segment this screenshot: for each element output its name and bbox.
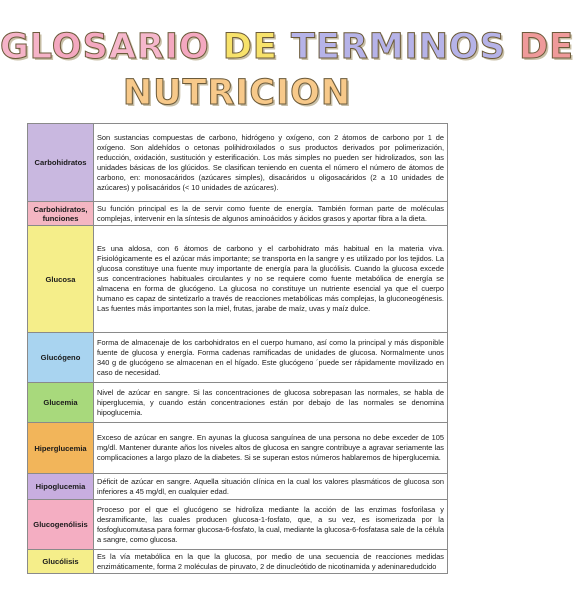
title-letter: E (549, 27, 574, 67)
glossary-row (28, 124, 448, 202)
title-letter: M (368, 27, 405, 67)
glossary-definition: Proceso por el que el glucógeno se hidroliza mediante la acción de las enzimas fosforilasa y desramificante, las cuales producen glucosa-1-fosfato, que, a su vez, es isomerizada por la fosfoglucomutasa para formar glucosa-6-fosfato, la cual, mediante la glucosa-6-fosfatasa sale de la célula a sangre, como glucosa. (94, 500, 448, 550)
title-letter: L (29, 27, 52, 67)
glossary-definition: Es una aldosa, con 6 átomos de carbono y el carbohidrato más habitual en la materia viva. Fisiológicamente es el azúcar más importante; se transporta en la sangre y es utilizado por los tejidos. La glucosa constituye una fuente muy importante de energía para la glucólisis. Cuando la glucosa excede sus concentraciones habituales circulantes y no se requiere como fuente metabólica de energía se almacena en forma de glucógeno. La glucosa no constituye un nutriente esencial ya que el cuerpo humano es capaz de sintetizarlo a través de reacciones metabólicas más complejas, la gluconeogénesis. Las fuentes más importantes son la miel, frutas, jarabe de maíz, uvas y maíz dulce. (94, 226, 448, 333)
title-line-1 (0, 27, 574, 67)
title-letter: R (340, 27, 369, 67)
title-letter: I (164, 27, 179, 67)
glossary-definition: Déficit de azúcar en sangre. Aquella situación clínica en la cual los valores plasmáticos de glucosa son inferiores a 45 mg/dl, en cualquier edad. (94, 474, 448, 500)
glossary-row (28, 333, 448, 383)
title-letter: I (235, 73, 250, 113)
glossary-row (28, 500, 448, 550)
glossary-table (27, 123, 448, 574)
title-line-2 (0, 73, 474, 113)
title-letter: T (182, 73, 208, 113)
title-letter: S (82, 27, 109, 67)
title-letter: A (108, 27, 137, 67)
glossary-term: Hiperglucemia (28, 423, 94, 474)
glossary-definition: Forma de almacenaje de los carbohidratos en el cuerpo humano, así como la principal y más disponible fuente de glucosa y energía. Forma cadenas ramificadas de unidades de glucosa. Normalmente unos 340 g de glucógeno se almacenan en el hígado. Este glucógeno ´puede ser rápidamente movilizado en caso de necesidad. (94, 333, 448, 383)
glossary-definition: Su función principal es la de servir como fuente de energía. También forman parte de moléculas complejas, intervenir en la síntesis de algunos aminoácidos y ácidos grasos y aportar fibra a la dieta. (94, 202, 448, 226)
glossary-row (28, 423, 448, 474)
title-letter: N (122, 73, 154, 113)
title-letter: N (320, 73, 352, 113)
title-letter: R (207, 73, 236, 113)
title-letter (210, 27, 223, 67)
glossary-definition: Nivel de azúcar en sangre. Si las concentraciones de glucosa sobrepasan las normales, se habla de hiperglucemia, y cuando están concentraciones están por debajo de las normales se denomina hipoglucemia. (94, 383, 448, 423)
title-letter: G (0, 27, 30, 67)
glossary-definition: Es la vía metabólica en la que la glucosa, por medio de una secuencia de reacciones medidas enzimáticamente, forma 2 moléculas de piruvato, 2 de dinucleótido de nicotinamida y adeninaredudcido (94, 550, 448, 574)
glossary-row (28, 383, 448, 423)
title-letter: O (178, 27, 210, 67)
title-letter: U (153, 73, 183, 113)
title-letter: S (479, 27, 506, 67)
title-letter: E (315, 27, 341, 67)
glossary-row (28, 226, 448, 333)
glossary-term: Glucólisis (28, 550, 94, 574)
title-letter: O (51, 27, 83, 67)
glossary-row (28, 474, 448, 500)
glossary-definition: Son sustancias compuestas de carbono, hidrógeno y oxígeno, con 2 átomos de carbono por 1 de oxígeno. Son aldehídos o cetonas polihidroxilados o sus productos derivados por polimerización, reducción, oxidación, sustitución y esterificación. Los más simples no pueden ser hidrolizados, son las unidades básicas de los glúcidos. Se clasifican teniendo en cuenta el número el número de átomos de carbono, en: monosacáridos (azúcares simples), disacáridos u oligosacáridos (2 a 10 unidades de azúcares) y polisacáridos (< 10 unidades de azúcares). (94, 124, 448, 202)
title-letter (506, 27, 519, 67)
title-letter: D (222, 27, 253, 67)
glossary-term: Glucogenólisis (28, 500, 94, 550)
title-letter: C (249, 73, 277, 113)
glossary-row (28, 550, 448, 574)
title-letter: D (519, 27, 550, 67)
glossary-term: Carbohidratos, funciones (28, 202, 94, 226)
title-letter: R (136, 27, 165, 67)
glossary-term: Glucemia (28, 383, 94, 423)
title-letter: E (252, 27, 278, 67)
glossary-term: Hipoglucemia (28, 474, 94, 500)
title-letter: T (290, 27, 316, 67)
title-letter: O (290, 73, 321, 113)
title-letter: I (404, 27, 419, 67)
title-letter: N (418, 27, 449, 67)
title-letter (278, 27, 291, 67)
glossary-term: Glucógeno (28, 333, 94, 383)
title-letter: I (276, 73, 291, 113)
title-letter: O (448, 27, 480, 67)
glossary-row (28, 202, 448, 226)
glossary-term: Glucosa (28, 226, 94, 333)
glossary-term: Carbohidratos (28, 124, 94, 202)
glossary-definition: Exceso de azúcar en sangre. En ayunas la glucosa sanguínea de una persona no debe exceder de 105 mg/dl. Mantener durante años los niveles altos de glucosa en sangre contribuye a agravar seriamente las complicaciones a largo plazo de la diabetes. Si se superan estos números hablaremos de hiperglucemia. (94, 423, 448, 474)
